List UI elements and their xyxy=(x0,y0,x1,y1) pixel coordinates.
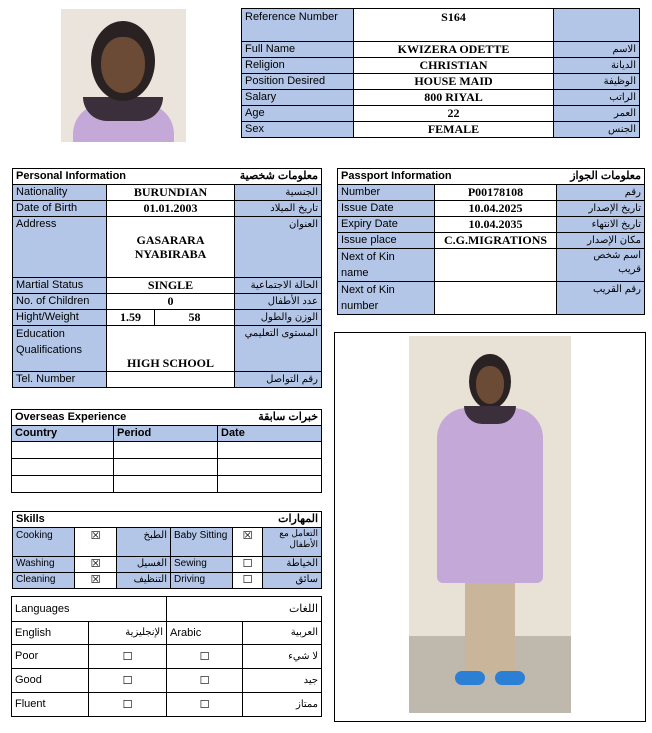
kin-name-value xyxy=(435,249,557,282)
position-value: HOUSE MAID xyxy=(354,74,554,90)
overseas-col-country: Country xyxy=(12,426,114,442)
skill-baby-label: Baby Sitting xyxy=(171,528,233,557)
skill-washing-label: Washing xyxy=(13,557,75,573)
nationality-value: BURUNDIAN xyxy=(107,185,235,201)
issue-date-ar: تاريخ الإصدار xyxy=(557,201,645,217)
passport-number-label: Number xyxy=(338,185,435,201)
passport-info-table xyxy=(337,168,645,315)
table-row xyxy=(12,476,322,493)
children-ar: عدد الأطفال xyxy=(235,294,322,310)
lang-fluent-english-checkbox[interactable]: ☐ xyxy=(89,693,167,717)
kin-name-label-1: Next of Kin xyxy=(341,251,395,263)
overseas-table xyxy=(11,409,322,493)
skill-sewing-checkbox[interactable]: ☐ xyxy=(233,557,263,573)
lang-good-label: Good xyxy=(12,669,89,693)
height-value: 1.59 xyxy=(107,310,155,326)
kin-name-label xyxy=(338,249,435,282)
skill-cleaning-checkbox[interactable]: ☒ xyxy=(75,573,117,589)
marital-label: Martial Status xyxy=(13,278,107,294)
reference-ar xyxy=(554,9,640,42)
position-label: Position Desired xyxy=(242,74,354,90)
passport-number-ar: رقم xyxy=(557,185,645,201)
nationality-label: Nationality xyxy=(13,185,107,201)
sex-value: FEMALE xyxy=(354,122,554,138)
skill-sewing-ar: الخياطة xyxy=(263,557,322,573)
portrait-photo xyxy=(61,9,186,142)
passport-title-ar: معلومات الجواز xyxy=(557,169,645,185)
address-line-1: GASARARA xyxy=(136,233,205,247)
personal-info-table xyxy=(12,168,322,388)
kin-number-label-1: Next of Kin xyxy=(341,284,395,296)
education-label xyxy=(13,326,107,372)
full-body-photo xyxy=(409,336,571,713)
expiry-date-ar: تاريخ الانتهاء xyxy=(557,217,645,233)
age-ar: العمر xyxy=(554,106,640,122)
skills-title-ar: المهارات xyxy=(171,512,322,528)
issue-date-label: Issue Date xyxy=(338,201,435,217)
full-name-ar: الاسم xyxy=(554,42,640,58)
marital-ar: الحالة الاجتماعية xyxy=(235,278,322,294)
weight-value: 58 xyxy=(155,310,235,326)
expiry-date-value: 10.04.2035 xyxy=(435,217,557,233)
salary-label: Salary xyxy=(242,90,354,106)
issue-date-value: 10.04.2025 xyxy=(435,201,557,217)
lang-english-ar: الإنجليزية xyxy=(89,622,167,645)
passport-number-value: P00178108 xyxy=(435,185,557,201)
full-name-value: KWIZERA ODETTE xyxy=(354,42,554,58)
skill-baby-ar xyxy=(263,528,322,557)
skill-driving-checkbox[interactable]: ☐ xyxy=(233,573,263,589)
lang-good-english-checkbox[interactable]: ☐ xyxy=(89,669,167,693)
table-row xyxy=(12,442,322,459)
dob-label: Date of Birth xyxy=(13,201,107,217)
issue-place-label: Issue place xyxy=(338,233,435,249)
kin-name-label-2: name xyxy=(341,267,369,279)
passport-title: Passport Information xyxy=(338,169,557,185)
languages-title: Languages xyxy=(12,597,167,622)
overseas-title-ar: خبرات سابقة xyxy=(218,410,322,426)
skill-washing-ar: الغسيل xyxy=(117,557,171,573)
reference-value: S164 xyxy=(354,9,554,42)
lang-poor-ar: لا شيء xyxy=(243,645,322,669)
reference-label: Reference Number xyxy=(242,9,354,42)
children-label: No. of Children xyxy=(13,294,107,310)
children-value: 0 xyxy=(107,294,235,310)
full-name-label: Full Name xyxy=(242,42,354,58)
expiry-date-label: Expiry Date xyxy=(338,217,435,233)
skill-baby-checkbox[interactable]: ☒ xyxy=(233,528,263,557)
age-label: Age xyxy=(242,106,354,122)
skills-table xyxy=(12,511,322,589)
lang-fluent-arabic-checkbox[interactable]: ☐ xyxy=(167,693,243,717)
skill-baby-ar-1: التعامل مع xyxy=(279,528,319,538)
lang-poor-english-checkbox[interactable]: ☐ xyxy=(89,645,167,669)
address-ar: العنوان xyxy=(235,217,322,278)
salary-value: 800 RIYAL xyxy=(354,90,554,106)
nationality-ar: الجنسية xyxy=(235,185,322,201)
address-line-2: NYABIRABA xyxy=(134,247,207,261)
overseas-col-date: Date xyxy=(218,426,322,442)
issue-place-ar: مكان الإصدار xyxy=(557,233,645,249)
kin-name-ar-1: اسم شخص xyxy=(593,250,641,261)
full-body-photo-frame xyxy=(334,332,646,722)
age-value: 22 xyxy=(354,106,554,122)
kin-number-label-2: number xyxy=(341,300,379,312)
lang-poor-label: Poor xyxy=(12,645,89,669)
skill-washing-checkbox[interactable]: ☒ xyxy=(75,557,117,573)
header-table xyxy=(241,8,640,138)
lang-arabic-ar: العربية xyxy=(243,622,322,645)
address-value xyxy=(107,217,235,278)
skill-cleaning-label: Cleaning xyxy=(13,573,75,589)
skills-title: Skills xyxy=(13,512,171,528)
marital-value: SINGLE xyxy=(107,278,235,294)
position-ar: الوظيفة xyxy=(554,74,640,90)
skill-driving-ar: سائق xyxy=(263,573,322,589)
languages-title-ar: اللغات xyxy=(167,597,322,622)
tel-ar: رقم التواصل xyxy=(235,372,322,388)
personal-title-ar: معلومات شخصية xyxy=(155,169,322,185)
kin-number-ar: رقم القريب xyxy=(557,282,645,315)
religion-value: CHRISTIAN xyxy=(354,58,554,74)
languages-table xyxy=(11,596,322,717)
lang-good-arabic-checkbox[interactable]: ☐ xyxy=(167,669,243,693)
salary-ar: الراتب xyxy=(554,90,640,106)
personal-title: Personal Information xyxy=(13,169,155,185)
lang-english-label: English xyxy=(12,622,89,645)
kin-number-label xyxy=(338,282,435,315)
skill-cooking-ar: الطبخ xyxy=(117,528,171,557)
height-weight-label: Hight/Weight xyxy=(13,310,107,326)
lang-arabic-label: Arabic xyxy=(167,622,243,645)
skill-cleaning-ar: التنظيف xyxy=(117,573,171,589)
skill-sewing-label: Sewing xyxy=(171,557,233,573)
skill-driving-label: Driving xyxy=(171,573,233,589)
height-weight-ar: الوزن والطول xyxy=(235,310,322,326)
lang-fluent-label: Fluent xyxy=(12,693,89,717)
religion-ar: الديانة xyxy=(554,58,640,74)
issue-place-value: C.G.MIGRATIONS xyxy=(435,233,557,249)
religion-label: Religion xyxy=(242,58,354,74)
skill-cooking-label: Cooking xyxy=(13,528,75,557)
address-label: Address xyxy=(13,217,107,278)
education-ar: المستوى التعليمي xyxy=(235,326,322,372)
skill-baby-ar-2: الأطفال xyxy=(289,539,319,549)
overseas-col-period: Period xyxy=(114,426,218,442)
dob-value: 01.01.2003 xyxy=(107,201,235,217)
education-label-2: Qualifications xyxy=(16,344,83,356)
table-row xyxy=(12,459,322,476)
dob-ar: تاريخ الميلاد xyxy=(235,201,322,217)
lang-fluent-ar: ممتاز xyxy=(243,693,322,717)
kin-name-ar xyxy=(557,249,645,282)
tel-label: Tel. Number xyxy=(13,372,107,388)
skill-cooking-checkbox[interactable]: ☒ xyxy=(75,528,117,557)
sex-ar: الجنس xyxy=(554,122,640,138)
education-label-1: Education xyxy=(16,328,65,340)
sex-label: Sex xyxy=(242,122,354,138)
overseas-title: Overseas Experience xyxy=(12,410,218,426)
kin-number-value xyxy=(435,282,557,315)
kin-name-ar-2: قريب xyxy=(618,264,641,275)
tel-value xyxy=(107,372,235,388)
education-value: HIGH SCHOOL xyxy=(107,326,235,372)
lang-good-ar: جيد xyxy=(243,669,322,693)
lang-poor-arabic-checkbox[interactable]: ☐ xyxy=(167,645,243,669)
